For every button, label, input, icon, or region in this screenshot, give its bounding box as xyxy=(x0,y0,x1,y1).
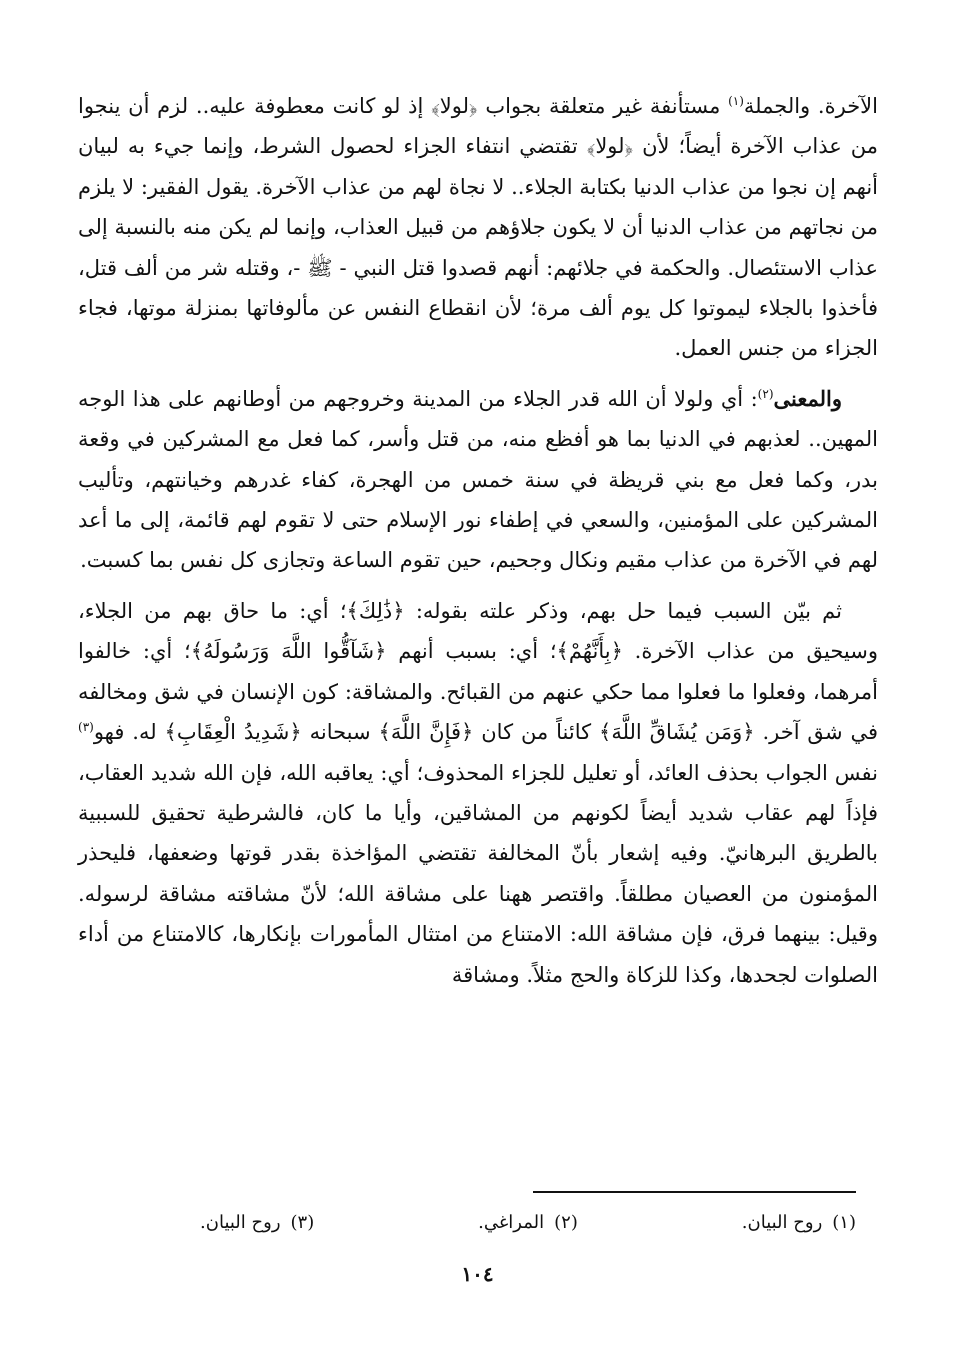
paragraph-2-text: : أي ولولا أن الله قدر الجلاء من المدينة وخروجهم من أوطانهم على هذا الوجه المهين.. لعذبهم في الدنيا بما هو أفظع منه، من قتل وأسر، كما فعل مع المشركين في وقعة بدر، وكما فعل مع بني قريظة في سنة خمس من الهجرة، كفاء غدرهم وخيانتهم، وتأليب المشركين على المؤمنين، والسعي في إطفاء نور الإسلام حتى لا تقوم لهم قائمة، إلى ما أعد لهم في الآخرة من عذاب مقيم ونكال وجحيم، حين تقوم الساعة وتجازى كل نفس بما كسبت. xyxy=(78,386,878,573)
page-body xyxy=(78,86,878,995)
footnote-3-number: (٣) xyxy=(290,1212,315,1233)
paragraph-3 xyxy=(78,591,878,995)
paragraph-3-text-b: نفس الجواب بحذف العائد، أو تعليل للجزاء المحذوف؛ أي: يعاقبه الله، فإن الله شديد العقاب، فإذاً لهم عقاب شديد أيضاً لكونهم من المشاقين، وأيا ما كان، فالشرطية تحقيق للسببية بالطريق البرهانيّ. وفيه إشعار بأنّ المخالفة تقتضي المؤاخذة بقدر قوتها وضعفها، فليحذر المؤمنون من العصيان مطلقاً. واقتصر ههنا على مشاقة الله؛ لأنّ مشاقته مشاقة لرسوله. وقيل: بينهما فرق، فإن مشاقة الله: الامتناع من امتثال المأمورات بإنكارها، كالامتناع من أداء الصلوات لجحدها، وكذا للزكاة والحج مثلاً. ومشاقة xyxy=(78,760,878,987)
footnote-1 xyxy=(742,1210,856,1236)
footnote-ref-1[interactable]: (١) xyxy=(728,94,744,108)
footnote-2 xyxy=(478,1210,578,1236)
footnotes xyxy=(200,1210,856,1236)
paragraph-2 xyxy=(78,379,878,581)
footnote-2-text: المراغي. xyxy=(478,1212,545,1233)
footnote-1-number: (١) xyxy=(832,1212,856,1233)
paragraph-1-text-a: الآخرة. والجملة xyxy=(743,94,878,118)
paragraph-1-text-b: مستأنفة غير متعلقة بجواب ﴿لولا﴾ إذ لو كانت معطوفة عليه.. لزم أن ينجوا من عذاب الآخرة أيضاً؛ لأن ﴿لولا﴾ تقتضي انتفاء الجزاء لحصول الشرط، وإنما جيء به لبيان أنهم إن نجوا من عذاب الدنيا بكتابة الجلاء.. لا نجاة لهم من عذاب الآخرة. يقول الفقير: لا يلزم من نجاتهم من عذاب الدنيا أن لا يكون جلاؤهم من قبيل العذاب، وإنما لم يكن منه بالنسبة إلى عذاب الاستئصال. والحكمة في جلائهم: أنهم قصدوا قتل النبي - ﷺ -، وقتله شر من ألف قتل، فأخذوا بالجلاء ليموتوا كل يوم ألف مرة؛ لأن انقطاع النفس عن مألوفاتها بمنزلة موتها، فجاء الجزاء من جنس العمل. xyxy=(78,94,878,361)
footnote-3 xyxy=(200,1210,314,1236)
paragraph-2-lead: والمعنى xyxy=(773,385,842,411)
footnote-3-text: روح البيان. xyxy=(200,1212,281,1233)
paragraph-1 xyxy=(78,86,878,369)
footnote-1-text: روح البيان. xyxy=(741,1212,823,1233)
footnote-2-number: (٢) xyxy=(554,1212,578,1233)
footnote-ref-2[interactable]: (٢) xyxy=(757,386,774,401)
page-number: ١٠٤ xyxy=(461,1262,494,1286)
footnote-separator xyxy=(533,1191,856,1193)
paragraph-3-text-a: ثم بيّن السبب فيما حل بهم، وذكر علته بقوله: ﴿ذَٰلِكَ﴾؛ أي: ما حاق بهم من الجلاء، وسيحيق من عذاب الآخرة. ﴿بِأَنَّهُمْ﴾؛ أي: بسبب أنهم ﴿شَآقُّوا اللَّهَ وَرَسُولَهُ﴾؛ أي: خالفوا أمرهما، وفعلوا ما فعلوا مما حكي عنهم من القبائح. والمشاقة: كون الإنسان في شق ومخالفه في شق آخر. ﴿وَمَن يُشَاقِّ اللَّهَ﴾ كائناً من كان ﴿فَإِنَّ اللَّهَ﴾ سبحانه ﴿شَدِيدُ الْعِقَابِ﴾ له. فهو xyxy=(78,598,878,745)
footnote-ref-3[interactable]: (٣) xyxy=(78,720,94,735)
